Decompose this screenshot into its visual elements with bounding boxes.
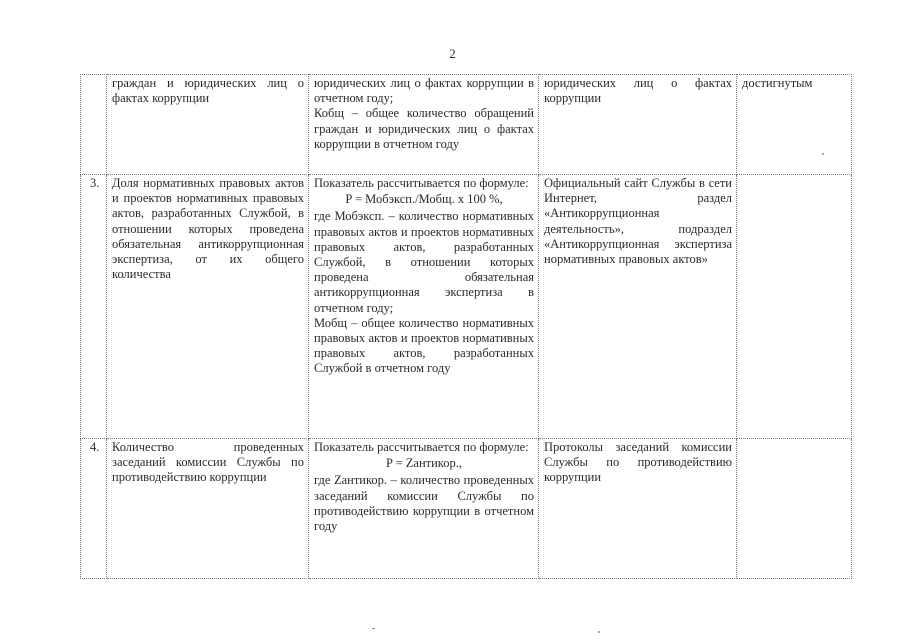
table-row <box>81 75 852 175</box>
scan-speck <box>598 631 600 633</box>
note-cell: достигнутым <box>737 75 852 175</box>
method-line: Мобщ – общее количество нормативных правовых актов и проектов нормативных правовых актов, разработанных Службой в отчетном году <box>314 315 534 376</box>
method-formula: P = Zантикор., <box>385 456 462 471</box>
table-row <box>81 175 852 439</box>
table-row <box>81 439 852 579</box>
indicator-name: Доля нормативных правовых актов и проектов нормативных правовых актов, разработанных Службой, в отношении которых проведена обязательная антикоррупционная экспертиза, от их общего количества <box>107 175 309 439</box>
method-intro: Показатель рассчитывается по формуле: <box>314 176 529 190</box>
calculation-method <box>309 439 539 579</box>
scan-speck <box>372 628 375 629</box>
row-number: 3. <box>81 175 107 439</box>
scan-speck <box>822 153 824 155</box>
data-source: Протоколы заседаний комиссии Службы по противодействию коррупции <box>539 439 737 579</box>
method-formula: P = Мобэксп./Мобщ. х 100 %, <box>345 192 503 207</box>
page-number: 2 <box>449 46 456 61</box>
calculation-method <box>309 175 539 439</box>
note-cell <box>737 439 852 579</box>
method-line: где Мобэксп. – количество нормативных правовых актов и проектов нормативных правовых актов, разработанных Службой, в отношении которых проведена обязательная антикоррупционная экспертиза в отчетном году; <box>314 209 534 315</box>
indicator-name: граждан и юридических лиц о фактах коррупции <box>107 75 309 175</box>
data-source: юридических лиц о фактах коррупции <box>539 75 737 175</box>
calculation-method <box>309 75 539 175</box>
note-cell <box>737 175 852 439</box>
data-source: Официальный сайт Службы в сети Интернет, раздел «Антикоррупционная деятельность», подраздел «Антикоррупционная экспертиза нормативных правовых актов» <box>539 175 737 439</box>
method-line: юридических лиц о фактах коррупции в отчетном году; <box>314 76 534 106</box>
method-line: Кобщ – общее количество обращений граждан и юридических лиц о фактах коррупции в отчетном году <box>314 106 534 151</box>
method-line: где Zантикор. – количество проведенных заседаний комиссии Службы по противодействию коррупции в отчетном году <box>314 473 534 534</box>
indicators-table <box>80 74 852 579</box>
row-number: 4. <box>81 439 107 579</box>
method-intro: Показатель рассчитывается по формуле: <box>314 440 529 454</box>
row-number <box>81 75 107 175</box>
indicator-name: Количество проведенных заседаний комиссии Службы по противодействию коррупции <box>107 439 309 579</box>
